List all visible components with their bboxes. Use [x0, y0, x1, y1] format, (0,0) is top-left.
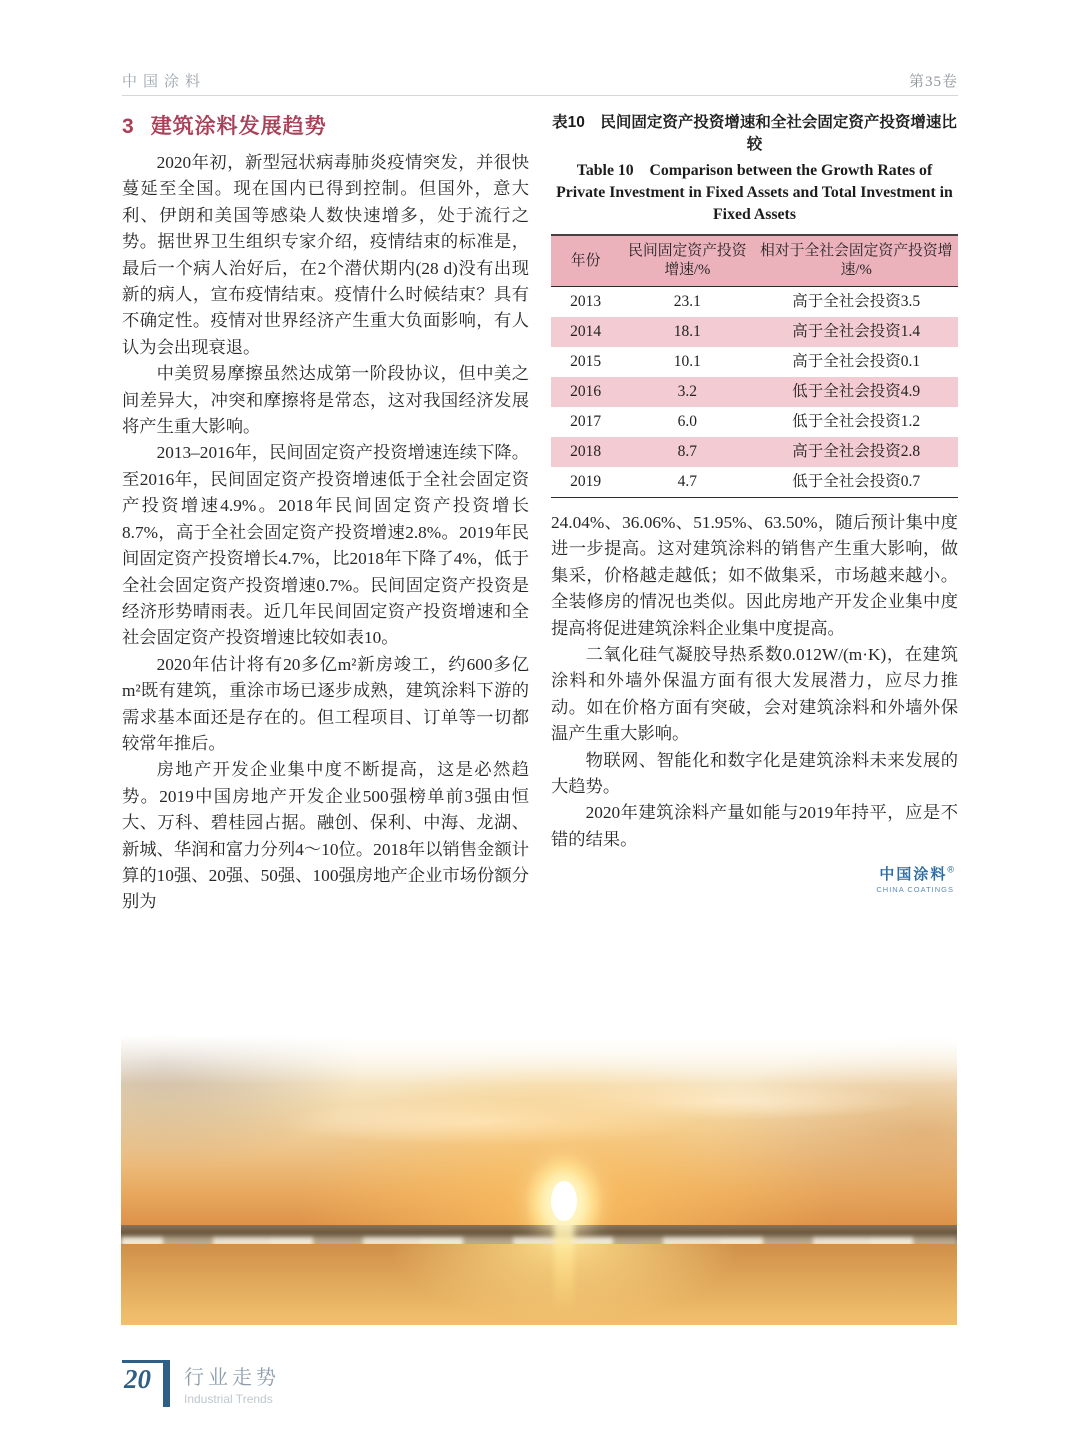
section-number: 3 [122, 115, 135, 138]
table-row [551, 377, 958, 407]
table-caption-en: Table 10 Comparison between the Growth Rates of Private Investment in Fixed Assets and Total Investment in Fixed Assets [556, 162, 953, 223]
section-title [122, 110, 529, 140]
cell-private-growth: 23.1 [673, 293, 701, 310]
cell-year: 2017 [570, 413, 602, 430]
logo-text-en: CHINA COATINGS [876, 885, 954, 895]
column-header-year: 年份 [551, 235, 620, 287]
right-column [551, 112, 958, 894]
cell-year: 2016 [551, 377, 620, 407]
cell-vs-total: 低于全社会投资1.2 [792, 413, 921, 430]
paragraph: 2020年估计将有20多亿m²新房竣工，约600多亿m²既有建筑，重涂市场已逐步成熟，建筑涂料下游的需求基本面还是存在的。但工程项目、订单等一切都较常年推后。 [122, 654, 529, 753]
table-row [551, 437, 958, 467]
logo-text-zh: 中国涂料 [879, 866, 948, 884]
cell-year: 2015 [570, 353, 602, 370]
paragraph: 二氧化硅气凝胶导热系数0.012W/(m·K)，在建筑涂料和外墙外保温方面有很大发展潜力，应尽力推动。如在价格方面有突破，会对建筑涂料和外墙外保温产生重大影响。 [551, 645, 958, 744]
footer-labels [184, 1366, 280, 1406]
page-footer [122, 1360, 280, 1407]
cell-year: 2019 [570, 473, 602, 490]
cell-vs-total: 低于全社会投资4.9 [754, 377, 958, 407]
paragraph: 物联网、智能化和数字化是建筑涂料未来发展的大趋势。 [551, 750, 958, 797]
footer-label-en: Industrial Trends [184, 1392, 273, 1406]
cell-private-growth: 10.1 [673, 353, 701, 370]
table-caption-zh: 表10 民间固定资产投资增速和全社会固定资产投资增速比较 [552, 114, 957, 153]
section-title-text: 建筑涂料发展趋势 [150, 115, 327, 138]
journal-name: 中国涂料 [122, 74, 207, 90]
table-row [551, 467, 958, 498]
paragraph: 2013–2016年，民间固定资产投资增速连续下降。至2016年，民间固定资产投资增速低于全社会固定资产投资增速4.9%。2018年民间固定资产投资增长8.7%，高于全社会固定资产投资增速2.8%。2019年民间固定资产投资增长4.7%，比2018年下降了4%，低于全社会固定资产投资增速0.7%。民间固定资产投资是经济形势晴雨表。近几年民间固定资产投资增速和全社会固定资产投资增速比较如表10。 [122, 443, 529, 648]
table-row [551, 317, 958, 347]
investment-comparison-table [551, 234, 958, 498]
table-row [551, 407, 958, 437]
cell-year: 2018 [551, 437, 620, 467]
column-header-private-growth: 民间固定资产投资增速/% [620, 235, 754, 287]
table-row [551, 347, 958, 377]
paragraph: 房地产开发企业集中度不断提高，这是必然趋势。2019中国房地产开发企业500强榜单前3强由恒大、万科、碧桂园占据。融创、保利、中海、龙湖、新城、华润和富力分列4～10位。2018年以销售金额计算的10强、20强、50强、100强房地产企业市场份额分别为 [122, 760, 529, 912]
cell-private-growth: 4.7 [677, 473, 698, 490]
paragraph: 中美贸易摩擦虽然达成第一阶段协议，但中美之间差异大，冲突和摩擦将是常态，这对我国经济发展将产生重大影响。 [122, 364, 529, 437]
cell-private-growth: 18.1 [620, 317, 754, 347]
table-row [551, 287, 958, 318]
column-header-vs-total: 相对于全社会固定资产投资增速/% [754, 235, 958, 287]
cell-vs-total: 高于全社会投资2.8 [754, 437, 958, 467]
left-column [122, 110, 529, 916]
header-rule [122, 95, 958, 96]
photo-beach [121, 1244, 957, 1325]
cell-vs-total: 高于全社会投资1.4 [754, 317, 958, 347]
cell-vs-total: 低于全社会投资0.7 [792, 473, 921, 490]
cell-vs-total: 高于全社会投资0.1 [792, 353, 921, 370]
volume-label: 第35卷 [908, 74, 958, 90]
page-number: 20 [124, 1364, 151, 1394]
page-number-box [122, 1360, 170, 1407]
paragraph: 2020年建筑涂料产量如能与2019年持平，应是不错的结果。 [551, 803, 958, 849]
registered-mark-icon: ® [947, 864, 954, 875]
cell-private-growth: 8.7 [620, 437, 754, 467]
table-header [551, 235, 958, 287]
cell-private-growth: 3.2 [620, 377, 754, 407]
photo-sea-horizon [121, 1225, 957, 1245]
cell-year: 2014 [551, 317, 620, 347]
cell-private-growth: 6.0 [677, 413, 698, 430]
footer-label-zh: 行业走势 [184, 1367, 280, 1389]
china-coatings-logo [551, 863, 958, 894]
sunset-photo [121, 1035, 957, 1325]
paragraph: 2020年初，新型冠状病毒肺炎疫情突发，并很快蔓延至全国。现在国内已得到控制。但国外，意大利、伊朗和美国等感染人数快速增多，处于流行之势。据世界卫生组织专家介绍，疫情结束的标准是，最后一个病人治好后，在2个潜伏期内(28 d)没有出现新的病人，宣布疫情结束。疫情什么时候结束？具有不确定性。疫情对世界经济产生重大负面影响，有人认为会出现衰退。 [122, 153, 529, 357]
paragraph: 24.04%、36.06%、51.95%、63.50%，随后预计集中度进一步提高。这对建筑涂料的销售产生重大影响，做集采，价格越走越低；如不做集采，市场越来越小。全装修房的情况也类似。因此房地产开发企业集中度提高将促进建筑涂料企业集中度提高。 [551, 513, 958, 638]
running-head [122, 70, 958, 91]
cell-year: 2013 [570, 293, 602, 310]
cell-vs-total: 高于全社会投资3.5 [792, 293, 921, 310]
